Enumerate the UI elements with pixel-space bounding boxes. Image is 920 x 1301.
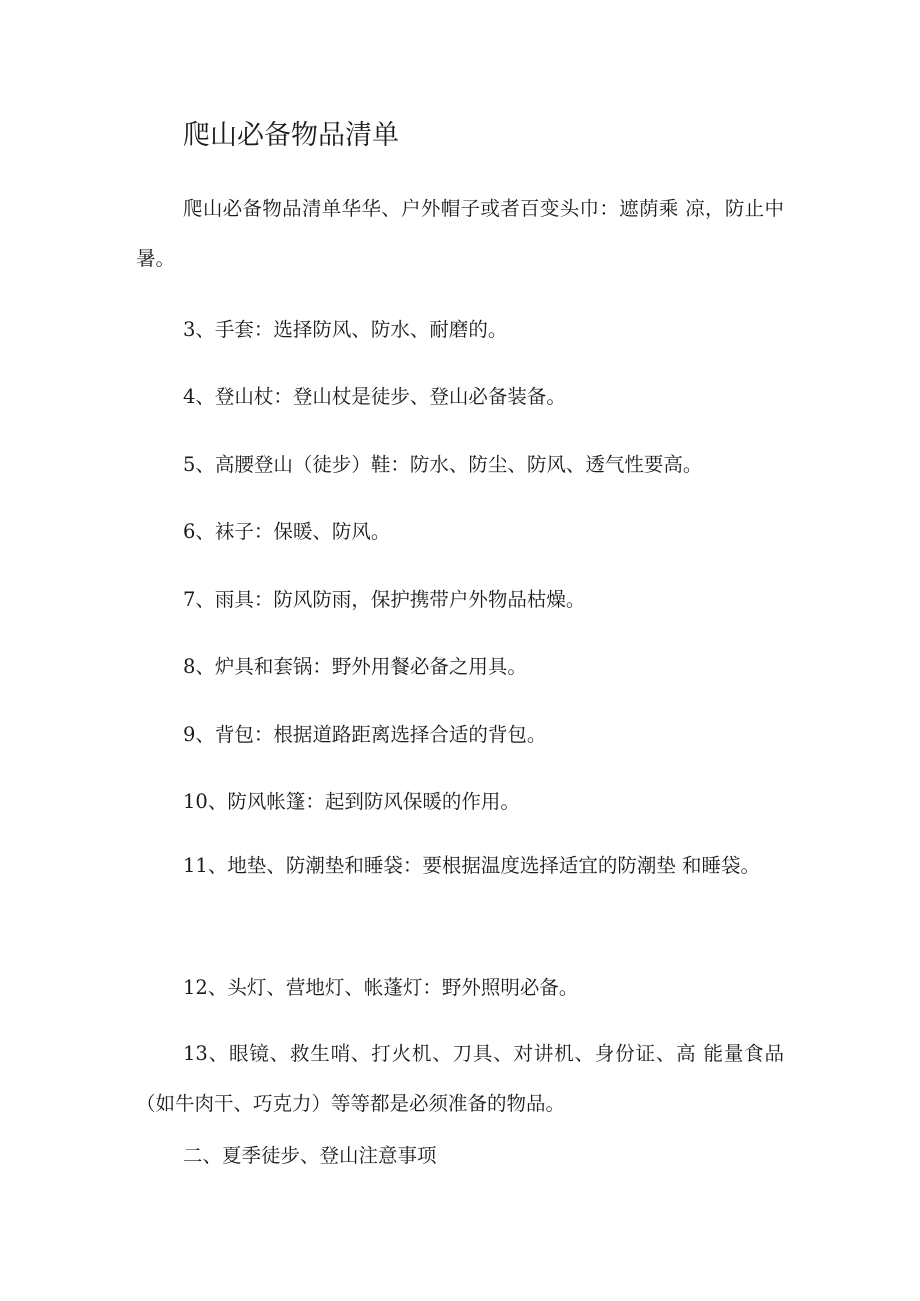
paragraph-item-10: 10、防风帐篷：起到防风保暖的作用。 (183, 790, 520, 813)
paragraph-item-11: 11、地垫、防潮垫和睡袋：要根据温度选择适宜的防潮垫 和睡袋。 (183, 854, 761, 877)
paragraph-item-9: 9、背包：根据道路距离选择合适的背包。 (183, 723, 547, 746)
document-title: 爬山必备物品清单 (183, 120, 399, 151)
paragraph-item-5: 5、高腰登山（徒步）鞋：防水、防尘、防风、透气性要高。 (183, 453, 703, 476)
paragraph-item-3: 3、手套：选择防风、防水、耐磨的。 (183, 318, 508, 341)
section-heading-summer-hiking: 二、夏季徒步、登山注意事项 (183, 1144, 437, 1167)
paragraph-item-8: 8、炉具和套锅：野外用餐必备之用具。 (183, 655, 527, 678)
paragraph-item-6: 6、袜子：保暖、防风。 (183, 520, 391, 543)
paragraph-intro: 爬山必备物品清单华华、户外帽子或者百变头巾：遮荫乘 凉，防止中暑。 (136, 197, 784, 270)
paragraph-item-12: 12、头灯、营地灯、帐蓬灯：野外照明必备。 (183, 976, 579, 999)
paragraph-item-4: 4、登山杖：登山杖是徒步、登山必备装备。 (183, 385, 566, 408)
paragraph-item-13: 13、眼镜、救生哨、打火机、刀具、对讲机、身份证、高 能量食品（如牛肉干、巧克力）等等都是必须准备的物品。 (136, 1042, 784, 1115)
paragraph-item-7: 7、雨具：防风防雨，保护携带户外物品枯燥。 (183, 588, 586, 611)
